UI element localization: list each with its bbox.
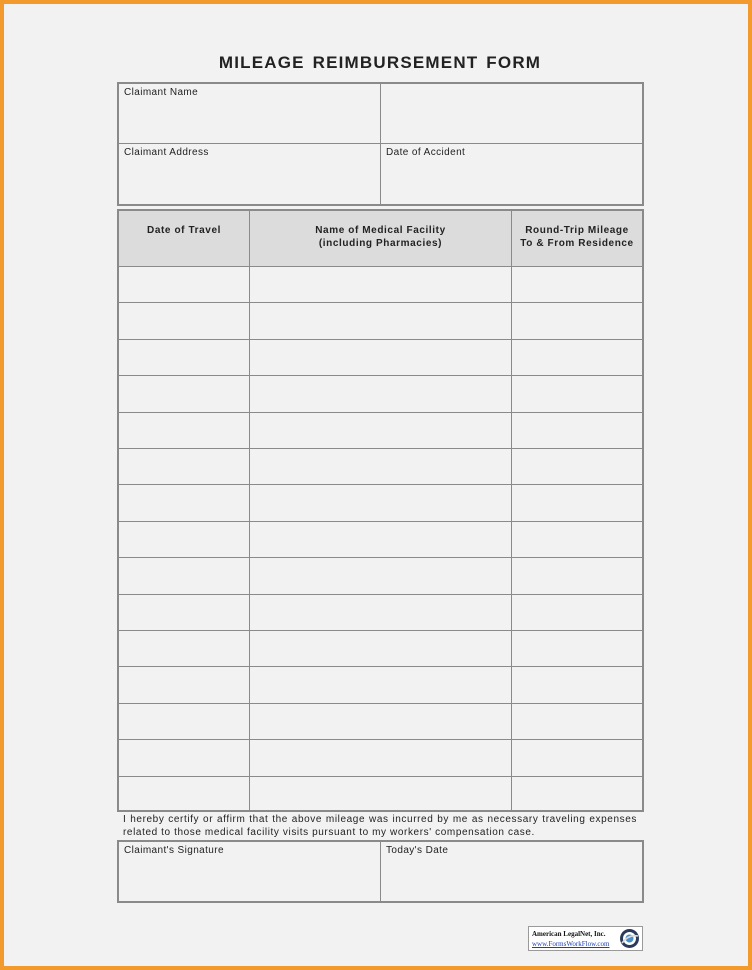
table-cell[interactable] bbox=[250, 267, 511, 302]
table-row bbox=[119, 704, 642, 740]
table-cell[interactable] bbox=[250, 485, 511, 520]
table-cell[interactable] bbox=[250, 558, 511, 593]
header-line: Date of Travel bbox=[147, 225, 221, 236]
table-row bbox=[119, 340, 642, 376]
table-cell[interactable] bbox=[119, 740, 249, 775]
table-row bbox=[119, 777, 642, 813]
table-row bbox=[119, 667, 642, 703]
publisher-link[interactable]: www.FormsWorkFlow.com bbox=[532, 940, 610, 948]
header-line: Name of Medical Facility bbox=[315, 225, 446, 236]
claimant-signature-field[interactable] bbox=[119, 842, 380, 901]
table-cell[interactable] bbox=[119, 522, 249, 557]
table-row bbox=[119, 449, 642, 485]
header-line: To & From Residence bbox=[520, 238, 634, 249]
table-cell[interactable] bbox=[250, 522, 511, 557]
table-row bbox=[119, 595, 642, 631]
table-cell[interactable] bbox=[250, 376, 511, 411]
table-cell[interactable] bbox=[512, 303, 642, 338]
header-line: (including Pharmacies) bbox=[318, 238, 443, 249]
mileage-table bbox=[117, 209, 644, 812]
table-cell[interactable] bbox=[119, 303, 249, 338]
table-cell[interactable] bbox=[250, 303, 511, 338]
claimant-signature-label: Claimant's Signature bbox=[124, 845, 224, 856]
table-cell[interactable] bbox=[512, 704, 642, 739]
table-cell[interactable] bbox=[512, 522, 642, 557]
table-cell[interactable] bbox=[250, 631, 511, 666]
form-title: MILEAGE REIMBURSEMENT FORM bbox=[218, 53, 542, 72]
accident-date-label: Date of Accident bbox=[386, 147, 466, 158]
table-cell[interactable] bbox=[119, 595, 249, 630]
table-cell[interactable] bbox=[119, 376, 249, 411]
table-cell[interactable] bbox=[250, 740, 511, 775]
table-row bbox=[119, 485, 642, 521]
table-cell[interactable] bbox=[512, 376, 642, 411]
table-cell[interactable] bbox=[119, 777, 249, 813]
table-cell[interactable] bbox=[512, 558, 642, 593]
accident-date-field[interactable] bbox=[381, 144, 642, 204]
claimant-address-field[interactable] bbox=[119, 144, 380, 204]
table-cell[interactable] bbox=[250, 704, 511, 739]
table-row bbox=[119, 740, 642, 776]
table-cell[interactable] bbox=[512, 777, 642, 813]
table-cell[interactable] bbox=[512, 631, 642, 666]
table-cell[interactable] bbox=[512, 267, 642, 302]
table-row bbox=[119, 413, 642, 449]
table-cell[interactable] bbox=[250, 449, 511, 484]
table-cell[interactable] bbox=[119, 340, 249, 375]
table-cell[interactable] bbox=[512, 413, 642, 448]
header-medical-facility bbox=[250, 211, 511, 266]
table-header bbox=[119, 211, 642, 267]
claimant-info-box bbox=[117, 82, 644, 206]
table-cell[interactable] bbox=[512, 667, 642, 702]
table-row bbox=[119, 303, 642, 339]
table-cell[interactable] bbox=[119, 485, 249, 520]
table-cell[interactable] bbox=[119, 631, 249, 666]
table-row bbox=[119, 522, 642, 558]
publisher-logo bbox=[528, 926, 643, 951]
table-cell[interactable] bbox=[512, 740, 642, 775]
table-cell[interactable] bbox=[119, 667, 249, 702]
table-cell[interactable] bbox=[512, 485, 642, 520]
table-cell[interactable] bbox=[250, 340, 511, 375]
table-cell[interactable] bbox=[119, 267, 249, 302]
table-cell[interactable] bbox=[250, 595, 511, 630]
claimant-name-label: Claimant Name bbox=[124, 87, 199, 98]
table-cell[interactable] bbox=[250, 667, 511, 702]
table-cell[interactable] bbox=[512, 449, 642, 484]
blank-field[interactable] bbox=[381, 84, 642, 143]
publisher-name: American LegalNet, Inc. bbox=[532, 930, 606, 938]
table-cell[interactable] bbox=[119, 413, 249, 448]
table-row bbox=[119, 631, 642, 667]
signature-box bbox=[117, 840, 644, 903]
table-row bbox=[119, 558, 642, 594]
certification-statement: I hereby certify or affirm that the above mileage was incurred by me as necessary traveling expenses related to those medical facility visits pursuant to my workers' compensation case. bbox=[123, 814, 637, 838]
table-cell[interactable] bbox=[512, 340, 642, 375]
claimant-name-field[interactable] bbox=[119, 84, 380, 143]
table-cell[interactable] bbox=[250, 777, 511, 813]
table-cell[interactable] bbox=[119, 449, 249, 484]
table-row bbox=[119, 267, 642, 303]
todays-date-field[interactable] bbox=[381, 842, 642, 901]
header-round-trip-mileage bbox=[512, 211, 642, 266]
globe-logo-icon bbox=[619, 928, 640, 949]
todays-date-label: Today's Date bbox=[386, 845, 449, 856]
header-line: Round-Trip Mileage bbox=[525, 225, 629, 236]
claimant-address-label: Claimant Address bbox=[124, 147, 209, 158]
table-row bbox=[119, 376, 642, 412]
table-cell[interactable] bbox=[512, 595, 642, 630]
table-cell[interactable] bbox=[119, 704, 249, 739]
table-cell[interactable] bbox=[119, 558, 249, 593]
header-date-of-travel bbox=[119, 211, 249, 266]
table-cell[interactable] bbox=[250, 413, 511, 448]
